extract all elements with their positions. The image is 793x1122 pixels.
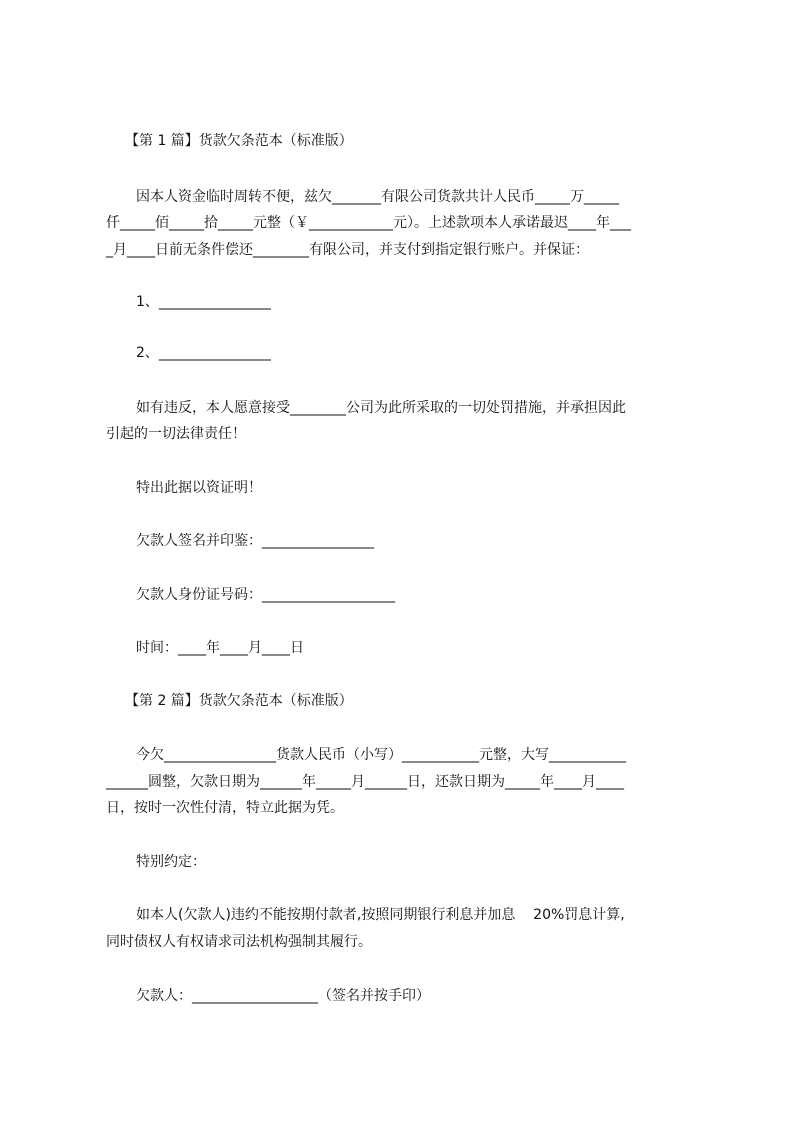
section1-item-2: 2、________________ bbox=[136, 345, 271, 361]
section2-debtor: 欠款人：__________________（签名并按手印） bbox=[136, 988, 430, 1004]
section2-body-line-1: 今欠________________货款人民币（小写）___________元整，大写___________ bbox=[136, 747, 626, 763]
section1-body-line-1: 因本人资金临时周转不便，兹欠_______有限公司货款共计人民币_____万_____ bbox=[136, 189, 619, 205]
section1-body-line-3: _月____日前无条件偿还________有限公司，并支付到指定银行账户。并保证： bbox=[106, 242, 589, 258]
section1-signature: 欠款人签名并印鉴：________________ bbox=[136, 533, 374, 549]
section1-title: 【第 1 篇】货款欠条范本（标准版） bbox=[125, 133, 353, 149]
section2-special-line-2: 同时债权人有权请求司法机构强制其履行。 bbox=[106, 934, 372, 950]
section2-special-title: 特别约定： bbox=[136, 854, 206, 870]
section1-id-number: 欠款人身份证号码：___________________ bbox=[136, 587, 395, 603]
section2-body-line-3: 日，按时一次性付清，特立此据为凭。 bbox=[106, 800, 344, 816]
section1-item-1: 1、________________ bbox=[136, 294, 271, 310]
section1-certify: 特出此据以资证明！ bbox=[136, 480, 262, 496]
section1-violation-line-1: 如有违反，本人愿意接受________公司为此所采取的一切处罚措施，并承担因此 bbox=[136, 400, 626, 416]
section1-date: 时间：____年____月____日 bbox=[136, 640, 304, 656]
section1-body-line-2: 仟_____佰_____拾_____元整（￥____________元）。上述款项本人承诺最迟____年___ bbox=[106, 215, 631, 231]
section2-special-line-1: 如本人(欠款人)违约不能按期付款者,按照同期银行利息并加息 20%罚息计算, bbox=[136, 907, 625, 923]
section1-violation-line-2: 引起的一切法律责任！ bbox=[106, 426, 246, 442]
section2-body-line-2: ______圆整，欠款日期为______年_____月______日，还款日期为_____年____月____ bbox=[106, 774, 624, 790]
section2-title: 【第 2 篇】货款欠条范本（标准版） bbox=[125, 693, 353, 709]
